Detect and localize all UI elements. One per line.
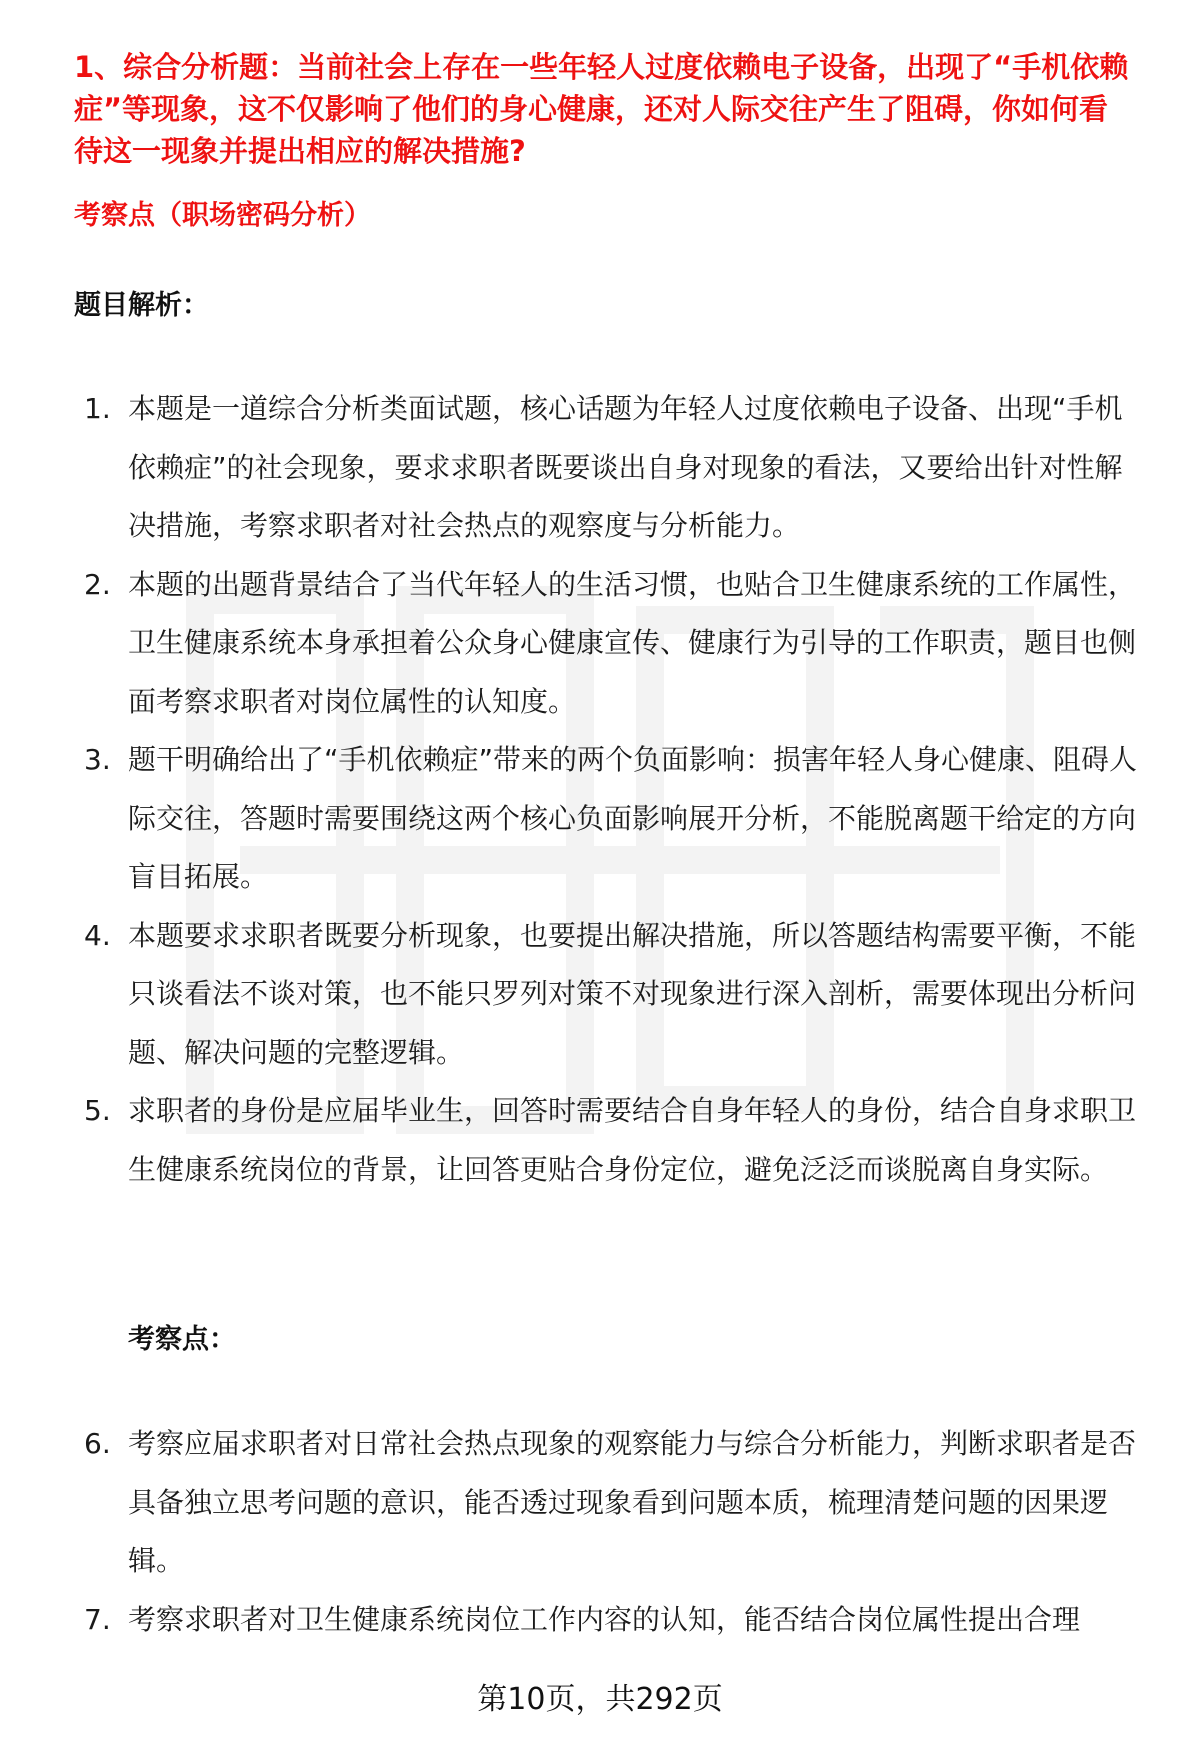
- list-item: [0, 1415, 1144, 1591]
- list-item-text: 考察应届求职者对日常社会热点现象的观察能力与综合分析能力，判断求职者是否具备独立思考问题的意识，能否透过现象看到问题本质，梳理清楚问题的因果逻辑。: [128, 1427, 1137, 1577]
- list-item-text: 题干明确给出了“手机依赖症”带来的两个负面影响：损害年轻人身心健康、阻碍人际交往，答题时需要围绕这两个核心负面影响展开分析，不能脱离题干给定的方向盲目拓展。: [128, 743, 1138, 893]
- analysis-list: [0, 380, 1200, 1199]
- list-item: [0, 556, 1144, 732]
- list-item-text: 本题是一道综合分析类面试题，核心话题为年轻人过度依赖电子设备、出现“手机依赖症”的社会现象，要求求职者既要谈出自身对现象的看法，又要给出针对性解决措施，考察求职者对社会热点的观察度与分析能力。: [128, 392, 1123, 542]
- list-item-number: 3.: [84, 743, 111, 776]
- list-item: [0, 380, 1144, 556]
- list-item-number: 4.: [84, 918, 111, 952]
- list-item-number: 2.: [84, 567, 111, 601]
- list-item-text: 本题要求求职者既要分析现象，也要提出解决措施，所以答题结构需要平衡，不能只谈看法不谈对策，也不能只罗列对策不对现象进行深入剖析，需要体现出分析问题、解决问题的完整逻辑。: [128, 918, 1137, 1069]
- list-item-number: 1.: [84, 392, 111, 425]
- focus-heading: 考察点（职场密码分析）: [74, 200, 371, 231]
- page-number-footer: 第10页，共292页: [477, 1682, 723, 1717]
- list-item-number: 6.: [84, 1427, 111, 1460]
- list-item: [0, 907, 1144, 1083]
- list-item-text: 本题的出题背景结合了当代年轻人的生活习惯，也贴合卫生健康系统的工作属性，卫生健康系统本身承担着公众身心健康宣传、健康行为引导的工作职责，题目也侧面考察求职者对岗位属性的认知度。: [128, 567, 1137, 718]
- points-list: [0, 1415, 1200, 1649]
- list-item: [0, 1082, 1144, 1199]
- list-item: [0, 731, 1144, 907]
- list-item-number: 5.: [84, 1094, 111, 1127]
- question-text: 1、综合分析题：当前社会上存在一些年轻人过度依赖电子设备，出现了“手机依赖症”等现象，这不仅影响了他们的身心健康，还对人际交往产生了阻碍，你如何看待这一现象并提出相应的解决措施?: [74, 50, 1129, 168]
- points-heading: 考察点：: [128, 1324, 236, 1355]
- list-item-text: 考察求职者对卫生健康系统岗位工作内容的认知，能否结合岗位属性提出合理: [128, 1602, 1081, 1636]
- analysis-heading: 题目解析：: [74, 290, 209, 321]
- list-item: [0, 1591, 1144, 1650]
- list-item-text: 求职者的身份是应届毕业生，回答时需要结合自身年轻人的身份，结合自身求职卫生健康系统岗位的背景，让回答更贴合身份定位，避免泛泛而谈脱离自身实际。: [128, 1094, 1137, 1186]
- list-item-number: 7.: [84, 1602, 111, 1636]
